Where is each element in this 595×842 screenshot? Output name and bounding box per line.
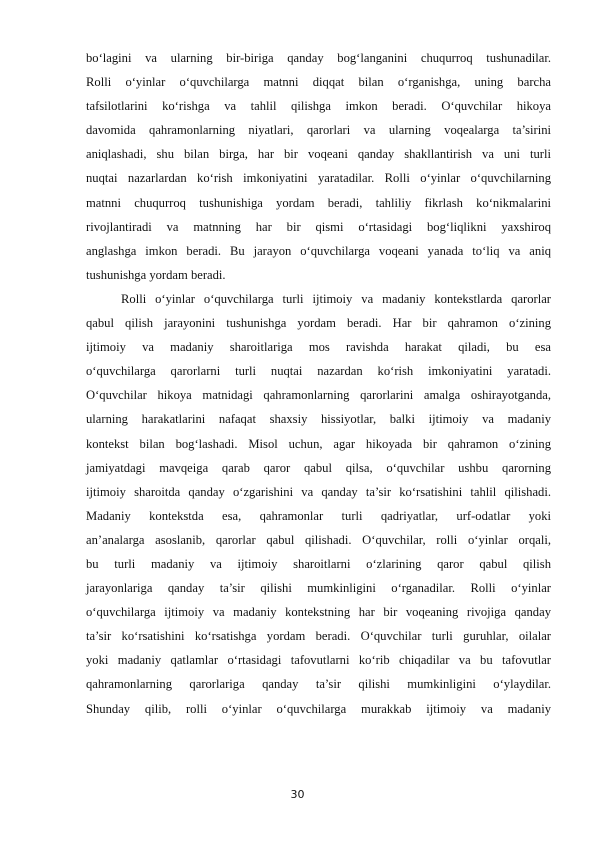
text-line: nuqtai nazarlardan ko‘rish imkoniyatini yaratadilar. Rolli o‘yinlar o‘quvchilarning: [86, 171, 551, 186]
paragraph-1: [86, 46, 551, 287]
text-line: anglashga imkon beradi. Bu jarayon o‘quvchilarga voqeani yanada to‘liq va aniq: [86, 243, 551, 258]
paragraph-2: [86, 287, 551, 721]
page-number: 30: [290, 788, 305, 801]
text-line: qabul qilish jarayonini tushunishga yordam beradi. Har bir qahramon o‘zining: [86, 316, 551, 331]
text-line: Rolli o‘yinlar o‘quvchilarga matnni diqqat bilan o‘rganishga, uning barcha: [86, 75, 551, 90]
text-line: aniqlashadi, shu bilan birga, har bir voqeani qanday shakllantirish va uni turli: [86, 147, 551, 162]
text-line: kontekst bilan bog‘lashadi. Misol uchun, agar hikoyada bir qahramon o‘zining: [86, 436, 551, 451]
text-line: tafsilotlarini ko‘rishga va tahlil qilishga imkon beradi. O‘quvchilar hikoya: [86, 99, 551, 114]
text-line: ta’sir ko‘rsatishini ko‘rsatishga yordam beradi. O‘quvchilar turli guruhlar, oilalar: [86, 629, 551, 644]
text-line: ularning harakatlarini nafaqat shaxsiy hissiyotlar, balki ijtimoiy va madaniy: [86, 412, 551, 427]
text-line: qahramonlarning qarorlariga qanday ta’sir qilishi mumkinligini o‘ylaydilar.: [86, 677, 551, 692]
text-line: ijtimoiy va madaniy sharoitlariga mos ravishda harakat qiladi, bu esa: [86, 340, 551, 355]
text-line: jamiyatdagi mavqeiga qarab qaror qabul qilsa, o‘quvchilar ushbu qarorning: [86, 460, 551, 475]
text-line: davomida qahramonlarning niyatlari, qarorlari va ularning voqealarga ta’sirini: [86, 123, 551, 138]
text-line: ijtimoiy sharoitda qanday o‘zgarishini va qanday ta’sir ko‘rsatishini tahlil qilishadi.: [86, 484, 551, 499]
text-line: Rolli o‘yinlar o‘quvchilarga turli ijtimoiy va madaniy kontekstlarda qarorlar: [121, 291, 551, 306]
text-line: jarayonlariga qanday ta’sir qilishi mumkinligini o‘rganadilar. Rolli o‘yinlar: [86, 581, 551, 596]
text-line: tushunishga yordam beradi.: [86, 267, 226, 282]
text-line: bu turli madaniy va ijtimoiy sharoitlarni o‘zlarining qaror qabul qilish: [86, 556, 551, 571]
text-line: matnni chuqurroq tushunishiga yordam beradi, tahliliy fikrlash ko‘nikmalarini: [86, 195, 551, 210]
body-text: [86, 46, 551, 721]
text-line: o‘quvchilarga ijtimoiy va madaniy kontekstning har bir voqeaning rivojiga qanday: [86, 605, 551, 620]
text-line: yoki madaniy qatlamlar o‘rtasidagi tafovutlarni ko‘rib chiqadilar va bu tafovutlar: [86, 653, 551, 668]
text-line: an’analarga asoslanib, qarorlar qabul qilishadi. O‘quvchilar, rolli o‘yinlar orqali,: [86, 532, 551, 547]
text-line: O‘quvchilar hikoya matnidagi qahramonlarning qarorlarini amalga oshirayotganda,: [86, 388, 551, 403]
text-line: Madaniy kontekstda esa, qahramonlar turli qadriyatlar, urf-odatlar yoki: [86, 508, 551, 523]
text-line: rivojlantiradi va matnning har bir qismi o‘rtasidagi bog‘liqlikni yaxshiroq: [86, 219, 551, 234]
text-line: o‘quvchilarga qarorlarni turli nuqtai nazardan ko‘rish imkoniyatini yaratadi.: [86, 364, 551, 379]
text-line: bo‘lagini va ularning bir-biriga qanday bog‘langanini chuqurroq tushunadilar.: [86, 51, 551, 65]
text-line: Shunday qilib, rolli o‘yinlar o‘quvchilarga murakkab ijtimoiy va madaniy: [86, 701, 551, 716]
